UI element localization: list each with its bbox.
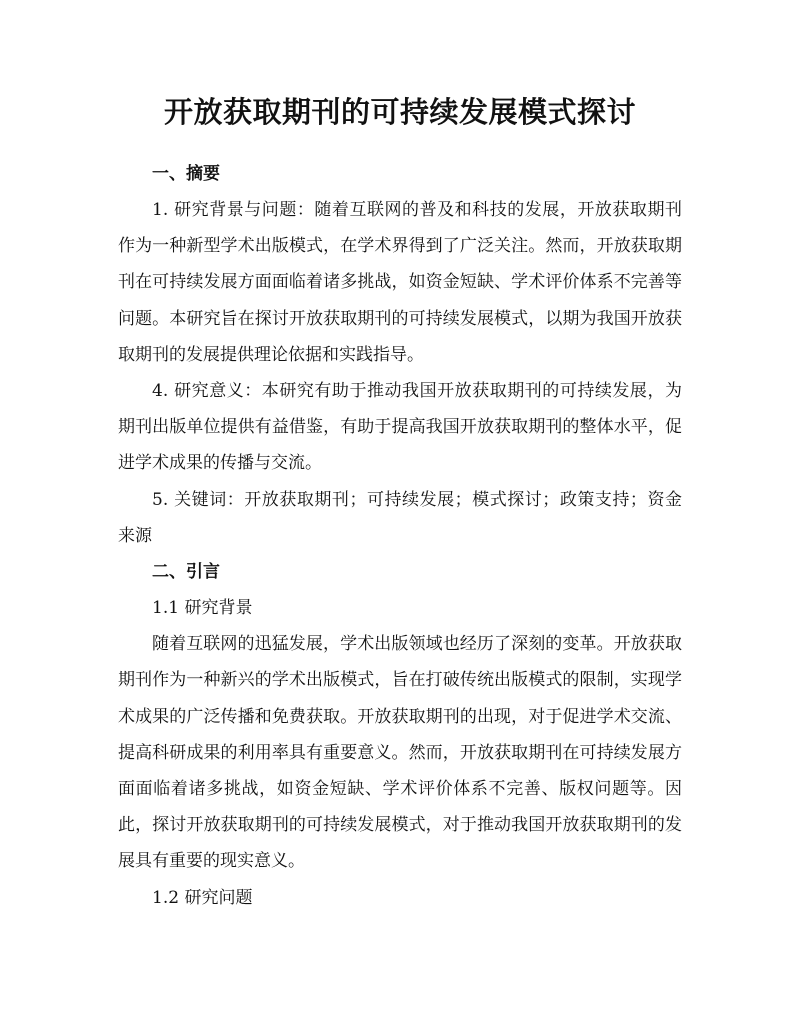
introduction-section: [118, 554, 682, 916]
subsection-heading-background: 1.1 研究背景: [152, 598, 253, 619]
abstract-section: [118, 156, 682, 554]
research-background-paragraph: 1. 研究背景与问题：随着互联网的普及和科技的发展，开放获取期刊作为一种新型学术出版模式，在学术界得到了广泛关注。然而，开放获取期刊在可持续发展方面面临着诸多挑战，如资金短缺、学术评价体系不完善等问题。本研究旨在探讨开放获取期刊的可持续发展模式，以期为我国开放获取期刊的发展提供理论依据和实践指导。: [118, 200, 682, 365]
introduction-heading: 二、引言: [152, 562, 220, 583]
introduction-body-paragraph: 随着互联网的迅猛发展，学术出版领域也经历了深刻的变革。开放获取期刊作为一种新兴的学术出版模式，旨在打破传统出版模式的限制，实现学术成果的广泛传播和免费获取。开放获取期刊的出现，对于促进学术交流、提高科研成果的利用率具有重要意义。然而，开放获取期刊在可持续发展方面面临着诸多挑战，如资金短缺、学术评价体系不完善、版权问题等。因此，探讨开放获取期刊的可持续发展模式，对于推动我国开放获取期刊的发展具有重要的现实意义。: [118, 634, 682, 872]
research-significance-paragraph: 4. 研究意义：本研究有助于推动我国开放获取期刊的可持续发展，为期刊出版单位提供有益借鉴，有助于提高我国开放获取期刊的整体水平，促进学术成果的传播与交流。: [118, 381, 682, 474]
document-title: 开放获取期刊的可持续发展模式探讨: [163, 95, 636, 129]
subsection-heading-questions: 1.2 研究问题: [152, 887, 253, 908]
keywords-paragraph: 5. 关键词：开放获取期刊；可持续发展；模式探讨；政策支持；资金来源: [118, 489, 682, 546]
abstract-heading: 一、摘要: [152, 164, 220, 184]
